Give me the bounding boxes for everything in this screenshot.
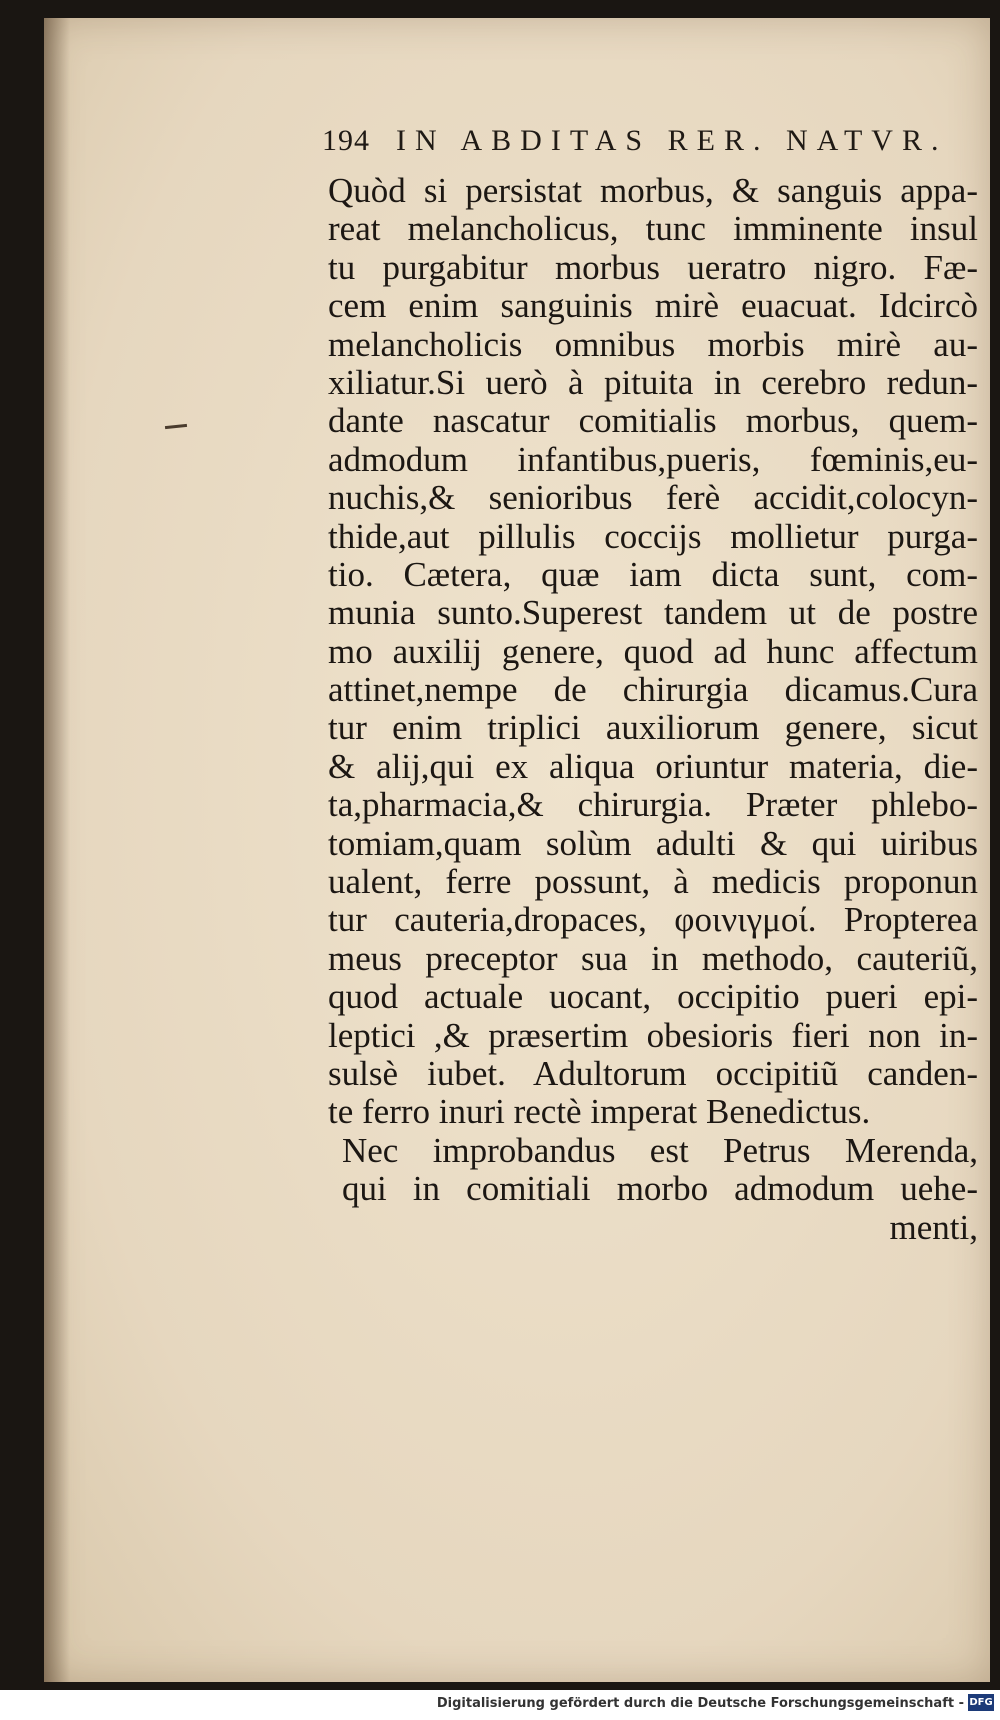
dfg-logo: DFG	[968, 1694, 994, 1711]
text-line: qui in comitiali morbo admodum uehe-	[342, 1169, 978, 1209]
running-header	[322, 124, 962, 168]
text-line: Quòd si persistat morbus, & sanguis appa-	[328, 171, 978, 210]
text-line: meus preceptor sua in methodo, cauteriũ,	[328, 938, 978, 978]
text-line: mo auxilij genere, quod ad hunc affectum	[328, 631, 978, 671]
body-text	[328, 172, 978, 1247]
text-line: admodum infantibus,pueris, fœminis,eu-	[328, 439, 978, 479]
text-line: reat melancholicus, tunc imminente insul	[328, 209, 978, 249]
text-line: thide,aut pillulis coccijs mollietur purga-	[328, 516, 978, 556]
text-line: nuchis,& senioribus ferè accidit,colocyn-	[328, 478, 978, 518]
text-line: ualent, ferre possunt, à medicis proponun	[328, 862, 978, 902]
running-title: IN ABDITAS RER. NATVR.	[396, 124, 948, 157]
text-line: tomiam,quam solùm adulti & qui uiribus	[328, 823, 978, 863]
text-line: dante nascatur comitialis morbus, quem-	[328, 401, 978, 441]
text-line: tio. Cætera, quæ iam dicta sunt, com-	[328, 554, 978, 594]
text-line: melancholicis omnibus morbis mirè au-	[328, 324, 978, 364]
text-line: munia sunto.Superest tandem ut de postre	[328, 593, 978, 633]
catchword: menti,	[889, 1207, 978, 1247]
text-line: tur enim triplici auxiliorum genere, sicut	[328, 708, 978, 748]
text-line: ta,pharmacia,& chirurgia. Præter phlebo-	[328, 785, 978, 825]
text-line: sulsè iubet. Adultorum occipitiũ canden-	[328, 1053, 978, 1093]
text-line: leptici ,& præsertim obesioris fieri non in-	[328, 1015, 978, 1055]
text-line: quod actuale uocant, occipitio pueri epi-	[328, 977, 978, 1017]
text-line: tur cauteria,dropaces, φοινιγμοί. Propterea	[328, 900, 978, 940]
digitization-footer	[0, 1690, 1000, 1720]
text-line: attinet,nempe de chirurgia dicamus.Cura	[328, 670, 978, 710]
text-line: tu purgabitur morbus ueratro nigro. Fæ-	[328, 247, 978, 287]
page-number: 194	[322, 124, 370, 157]
text-line: & alij,qui ex aliqua oriuntur materia, die-	[328, 746, 978, 786]
text-line: cem enim sanguinis mirè euacuat. Idcircò	[328, 286, 978, 326]
funding-credit: Digitalisierung gefördert durch die Deutsche Forschungsgemeinschaft -	[436, 1696, 964, 1711]
text-line: Nec improbandus est Petrus Merenda,	[342, 1130, 978, 1170]
page-gutter-shadow	[44, 18, 70, 1682]
text-line: te ferro inuri rectè imperat Benedictus.	[328, 1092, 871, 1132]
text-line: xiliatur.Si uerò à pituita in cerebro redun-	[328, 362, 978, 402]
